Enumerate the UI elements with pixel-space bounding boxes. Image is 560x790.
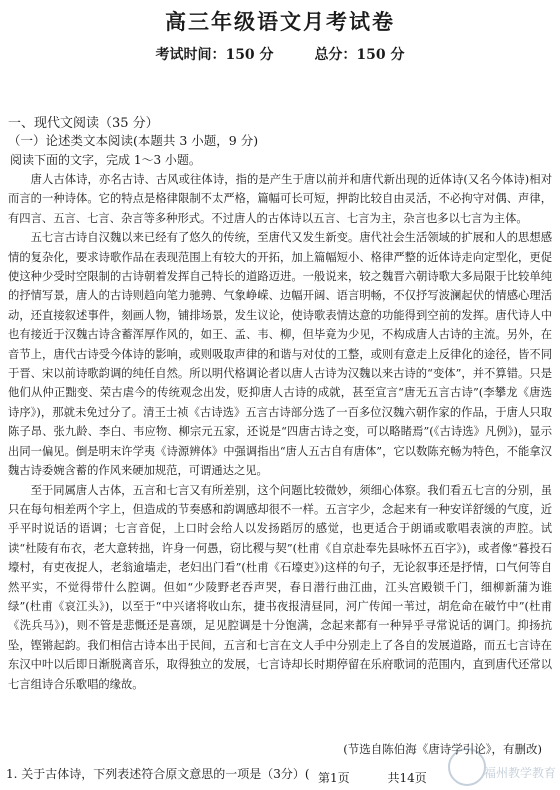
passage-paragraph-2: 五七言古诗自汉魏以来已经有了悠久的传统，至唐代又发生新变。唐代社会生活领域的扩展和人的思想感情的复杂化，要求诗歌作品在表现范围上有较大的开拓，加上篇幅短小、格律严整的近体诗走向定型化，更促使这种少受时空限制的古诗朝着发挥自己特长的道路迈进。一般说来，较之魏晋六朝诗歌大多局限于比较单纯的抒情写景，唐人的古诗则趋向笔力驰骋、气象峥嵘、边幅开阔、语言明畅，不仅抒写波澜起伏的情感心理活动，还直接叙述事件，刻画人物，铺排场景，发生议论，使诗歌表情达意的功能得到空前的发挥。唐代诗人中也有接近于汉魏古诗含蓄浑厚作风的，如王、孟、韦、柳，但毕竟为少见，不构成唐人古诗的主流。另外，在音节上，唐代古诗受今体诗的影响，或则吸取声律的和谐与对仗的工整，或则有意走上反律化的途径，皆不同于晋、宋以前诗歌韵调的纯任自然。所以明代格调论者以唐人古诗为汉魏以来古诗的“变体”，并不算错。只是他们从仲正黜变、荣古虐今的传统观念出发，贬抑唐人古诗的成就，甚至宣言“唐无五言古诗”(李攀龙《唐选诗序》)，那就未免过分了。清王士祯《古诗选》五言古诗部分选了一百多位汉魏六朝作家的作品，于唐人只取陈子昂、张九龄、李白、韦应物、柳宗元五家，还说是“四唐古诗之变，可以略睹焉”(《古诗选》凡例》)，显示出同一偏见。倒是明末许学夷《诗源辨体》中强调指出“唐人五古自有唐体”，它以数陈充畅为特色，不能拿汉魏古诗委婉含蓄的作风来硬加规范，可谓通达之见。 bbox=[8, 231, 552, 478]
reading-passage bbox=[8, 170, 552, 694]
page-current: 第1页 bbox=[318, 771, 350, 785]
exam-time: 考试时间：150 分 bbox=[155, 47, 274, 63]
page-title: 高三年级语文月考试卷 bbox=[165, 9, 395, 34]
passage-source: (节选自陈伯海《唐诗学引论》，有删改) bbox=[343, 742, 542, 756]
page-number bbox=[318, 769, 461, 786]
watermark-ring-icon bbox=[448, 748, 486, 786]
page-total: 共14页 bbox=[387, 771, 427, 785]
question-1: 1. 关于古体诗，下列表述符合原文意思的一项是（3分）( bbox=[6, 767, 310, 781]
exam-info bbox=[0, 44, 560, 64]
reading-instruction: 阅读下面的文字，完成 1～3 小题。 bbox=[10, 153, 201, 167]
watermark-text: 福州教学教育 bbox=[484, 766, 557, 780]
exam-score: 总分：150 分 bbox=[314, 47, 405, 63]
watermark-logo bbox=[448, 748, 558, 788]
passage-paragraph-3: 至于同属唐人古体，五言和七言又有所差别，这个问题比较微妙，须细心体察。我们看五七言的分别，虽只在每句相差两个字上，但造成的节奏感和韵调感却很不一样。五言字少，念起来有一种安详舒缓的气度，近乎平时说话的语调；七言音促，上口时会给人以发扬蹈厉的感觉，也更适合于朗诵或歌唱表演的声腔。试读“杜陵有布衣，老大意转拙，许身一何愚，窃比稷与契”(杜甫《自京赴奉先县咏怀五百字》)，或者像“暮投石壕村，有吏夜捉人，老翁逾墙走，老妇出门看”(杜甫《石壕吏》)这样的句子，无论叙事还是抒情，口气何等自然平实，不觉得带什么腔调。但如“少陵野老吞声哭，春日潜行曲江曲，江头宫殿锁千门，细柳新蒲为谁绿”(杜甫《哀江头》)，以至于“中兴诸将收山东，捷书夜报清昼同，河广传闻一苇过，胡危命在破竹中”(杜甫《洗兵马》)，则不管是悲慨还是喜颂，足见腔调是十分饱满，念起来都有一种异乎寻常说话的调门。抑扬抗坠，铿锵起韵。我们相信古诗本出于民间，五言和七言在文人手中分别走上了各自的发展道路，而五七言诗在东汉中叶以后即日渐脱离音乐，取得独立的发展，七言诗却长时期停留在乐府歌词的范围内，直到唐代还常以七言组诗合乐歌唱的缘故。 bbox=[8, 483, 552, 691]
section-heading: 一、现代文阅读（35 分） bbox=[8, 116, 159, 131]
subsection-heading: （一）论述类文本阅读(本题共 3 小题，9 分) bbox=[8, 133, 259, 148]
passage-paragraph-1: 唐人古体诗，亦名古诗、古风或往体诗，指的是产生于唐以前并和唐代新出现的近体诗(又名今体诗)相对而言的一种诗体。它的特点是格律限制不太严格，篇幅可长可短，押韵比较自由灵活，不必拘守对偶、声律，有四言、五言、七言、杂言等多种形式。不过唐人的古体诗以五言、七言为主，杂言也多以七言为主体。 bbox=[8, 173, 552, 225]
